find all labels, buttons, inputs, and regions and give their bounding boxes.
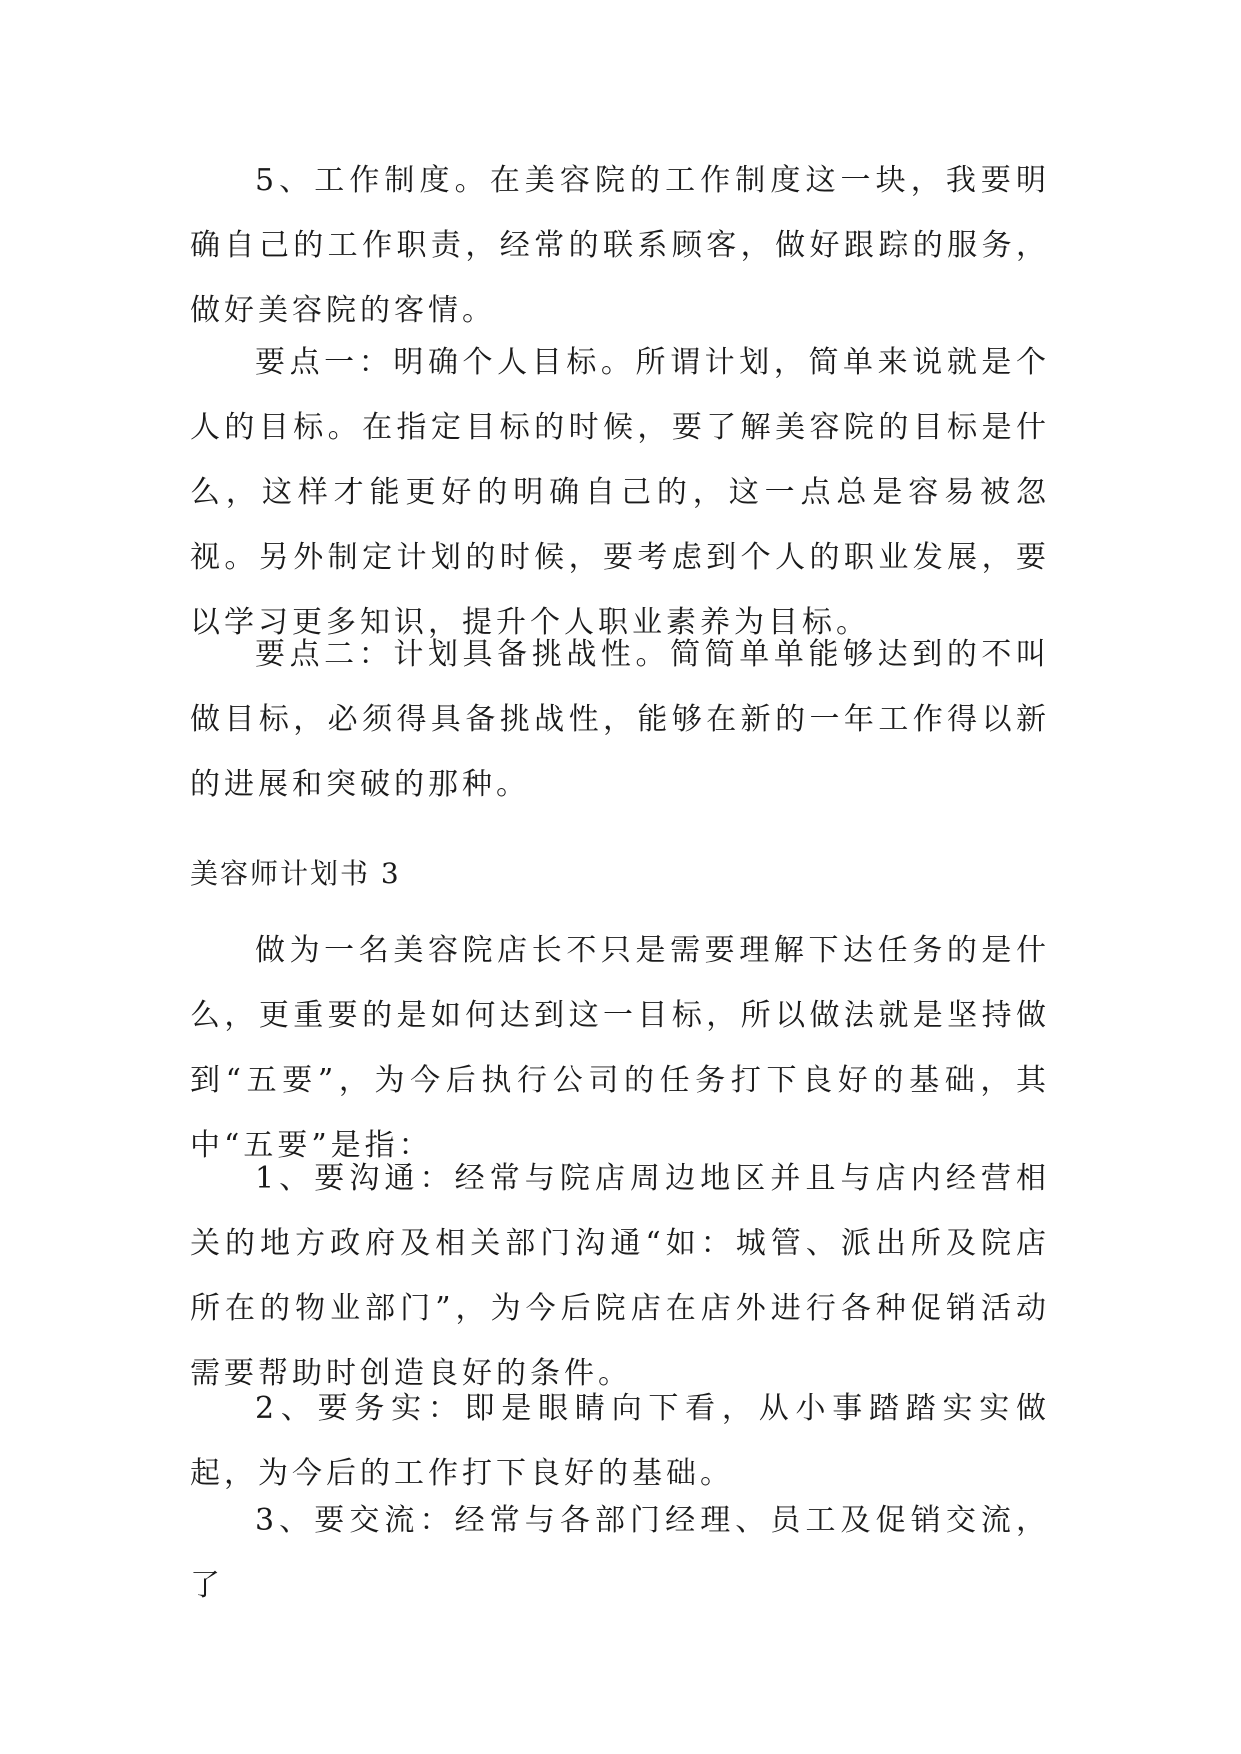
paragraph-five-musts-intro: 做为一名美容院店长不只是需要理解下达任务的是什么，更重要的是如何达到这一目标，所以做法就是坚持做到“五要”，为今后执行公司的任务打下良好的基础，其中“五要”是指： xyxy=(190,933,1050,1163)
paragraph-key-point-two: 要点二：计划具备挑战性。简简单单能够达到的不叫做目标，必须得具备挑战性，能够在新的一年工作得以新的进展和突破的那种。 xyxy=(190,637,1050,802)
paragraph-communicate: 1、要沟通：经常与院店周边地区并且与店内经营相关的地方政府及相关部门沟通“如：城管、派出所及院店所在的物业部门”，为今后院店在店外进行各种促销活动需要帮助时创造良好的条件。 xyxy=(190,1161,1050,1391)
paragraph-work-system: 5、工作制度。在美容院的工作制度这一块，我要明确自己的工作职责，经常的联系顾客，做好跟踪的服务，做好美容院的客情。 xyxy=(190,163,1050,328)
paragraph-pragmatic: 2、要务实：即是眼睛向下看，从小事踏踏实实做起，为今后的工作打下良好的基础。 xyxy=(190,1391,1050,1491)
paragraph-key-point-one: 要点一：明确个人目标。所谓计划，简单来说就是个人的目标。在指定目标的时候，要了解美容院的目标是什么，这样才能更好的明确自己的，这一点总是容易被忽视。另外制定计划的时候，要考虑到个人的职业发展，要以学习更多知识，提升个人职业素养为目标。 xyxy=(190,345,1050,640)
section-title: 美容师计划书 3 xyxy=(190,857,401,890)
paragraph-exchange: 3、要交流：经常与各部门经理、员工及促销交流，了 xyxy=(190,1503,1050,1603)
